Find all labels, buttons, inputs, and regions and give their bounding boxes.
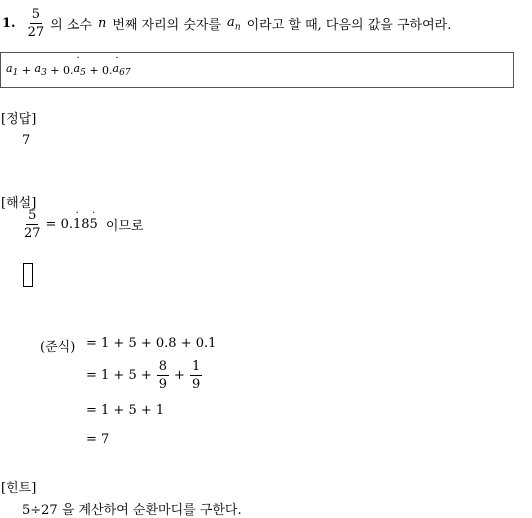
plus-1: + <box>18 63 35 77</box>
problem-fraction <box>28 8 45 39</box>
problem-text-b: 번째 자리의 숫자를 <box>112 18 222 33</box>
step1-rhs: = 1 + 5 + 0.8 + 0.1 <box>86 336 217 351</box>
answer-value: 7 <box>22 133 31 148</box>
step4: = 7 <box>86 432 110 447</box>
step1-lhs: (준식) <box>40 340 76 355</box>
problem-text-c: 이라고 할 때, 다음의 값을 구하여라. <box>246 18 452 33</box>
explanation-eq-prefix: = 0. <box>45 217 73 232</box>
step2-fraction-1 <box>157 360 169 391</box>
hint-label: [힌트] <box>1 481 37 496</box>
explanation-label: [해설] <box>1 196 37 211</box>
step2 <box>86 360 202 391</box>
explanation-eq <box>46 217 98 232</box>
term-a5-sub: 5 <box>80 68 86 79</box>
repeat-digit-start: 1 ˙ <box>73 217 81 232</box>
problem-number: 1. <box>2 16 16 31</box>
step2-fraction-2 <box>190 360 202 391</box>
hint-text: 5÷27 을 계산하여 순환마디를 구한다. <box>22 503 242 518</box>
explanation-first-line <box>24 209 144 240</box>
term-a3-sub: 3 <box>41 68 47 79</box>
plus-2: + 0. <box>46 63 74 77</box>
step2-plus: + <box>174 368 185 383</box>
fraction-numerator: 5 <box>31 7 40 22</box>
term-a5-letter: a ˙ <box>74 62 81 75</box>
step2-f1-den: 9 <box>158 377 168 392</box>
term-a5 <box>74 62 86 78</box>
term-a1-letter: a <box>6 61 13 75</box>
problem-statement <box>2 8 451 39</box>
explanation-fraction-num: 5 <box>28 208 37 223</box>
term-a67-letter: a ˙ <box>113 62 120 75</box>
explanation-suffix: 이므로 <box>105 219 144 234</box>
repeat-digit-end: 5 ˙ <box>90 217 98 232</box>
problem-var-an <box>227 15 241 33</box>
explanation-fraction-den: 27 <box>24 226 41 241</box>
blank-box <box>23 263 33 287</box>
term-a1 <box>6 62 18 78</box>
repeat-digit-mid: 8 <box>81 217 90 232</box>
term-a67 <box>113 62 131 78</box>
var-a-sub: n <box>234 22 241 33</box>
plus-3: + 0. <box>85 63 113 77</box>
expression-box <box>0 52 514 88</box>
step2-f2-num: 1 <box>191 359 201 374</box>
answer-label: [정답] <box>1 112 37 127</box>
step2-f2-den: 9 <box>191 377 201 392</box>
step2-f1-num: 8 <box>158 359 168 374</box>
term-a67-sub: 67 <box>119 68 131 79</box>
explanation-fraction <box>24 209 41 240</box>
problem-text-a: 의 소수 <box>50 18 92 33</box>
term-a3 <box>35 62 47 78</box>
term-a1-sub: 1 <box>12 68 19 79</box>
step2-prefix: = 1 + 5 + <box>86 368 152 383</box>
problem-var-n: n <box>97 16 107 31</box>
step3: = 1 + 5 + 1 <box>86 403 165 418</box>
fraction-denominator: 27 <box>27 25 45 40</box>
term-a3-letter: a <box>34 61 42 75</box>
var-a: a <box>227 14 235 30</box>
